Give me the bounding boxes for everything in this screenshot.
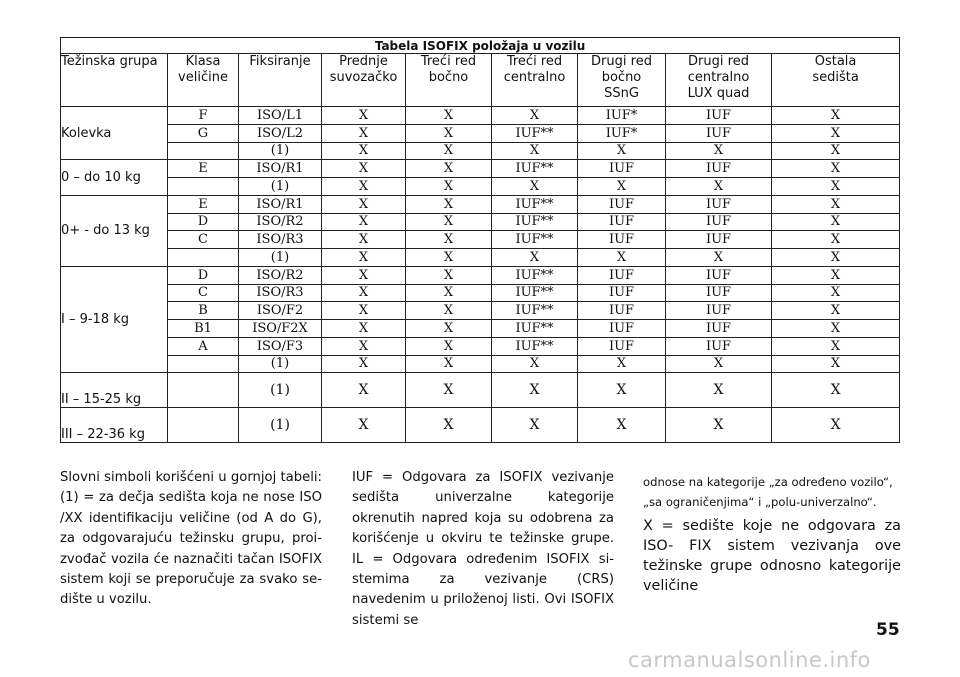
table-cell: X [492, 178, 578, 196]
table-cell: X [492, 373, 578, 408]
table-cell [168, 249, 239, 267]
table-cell [168, 178, 239, 196]
table-cell: X [578, 408, 666, 443]
table-cell: X [772, 213, 900, 231]
table-cell: X [322, 160, 406, 178]
table-cell: IUF [578, 266, 666, 284]
table-cell: X [322, 178, 406, 196]
table-cell: IUF* [578, 124, 666, 142]
table-cell: ISO/R2 [239, 213, 322, 231]
legend-column-3 [643, 472, 901, 596]
table-cell: D [168, 266, 239, 284]
table-cell: (1) [239, 178, 322, 196]
table-row [61, 320, 900, 338]
table-row [61, 142, 900, 160]
table-cell: X [666, 178, 772, 196]
table-cell: X [406, 231, 492, 249]
table-cell: X [772, 320, 900, 338]
table-cell: ISO/R1 [239, 195, 322, 213]
table-cell: X [406, 178, 492, 196]
legend-column-1 [60, 468, 322, 611]
table-cell: IUF [578, 320, 666, 338]
table-cell [168, 373, 239, 408]
table-cell: IUF** [492, 266, 578, 284]
table-cell: IUF [578, 302, 666, 320]
table-cell: X [772, 178, 900, 196]
table-row [61, 124, 900, 142]
table-cell: X [322, 320, 406, 338]
table-cell: X [406, 195, 492, 213]
watermark: carmanualsonline.info [628, 648, 871, 672]
table-row [61, 266, 900, 284]
table-cell: IUF [578, 337, 666, 355]
table-cell: X [772, 355, 900, 373]
legend-text-2: IUF = Odgovara za ISOFIX vezivanje sedišta univerzalne kategorije okrenutih napred koja su odobrena za korišćenje u okviru te težinske grupe. IL = Odgovara određenim ISOFIX si- stemima za vezivanje (CRS) navedenim u priloženoj listi. Ovi ISOFIX sistemi se [352, 470, 614, 628]
table-cell: X [578, 178, 666, 196]
table-row [61, 213, 900, 231]
table-cell: X [322, 337, 406, 355]
table-cell: X [492, 142, 578, 160]
table-cell: IUF [578, 213, 666, 231]
table-cell: (1) [239, 373, 322, 408]
table-cell: IUF [666, 124, 772, 142]
table-cell: X [578, 142, 666, 160]
table-cell: (1) [239, 408, 322, 443]
table-cell: (1) [239, 142, 322, 160]
column-header: Ostala sedišta [772, 54, 900, 107]
table-cell: X [322, 408, 406, 443]
table-cell: X [492, 249, 578, 267]
table-cell: IUF** [492, 337, 578, 355]
table-cell: IUF** [492, 124, 578, 142]
table-cell [168, 408, 239, 443]
table-cell: X [322, 142, 406, 160]
table-cell: X [772, 408, 900, 443]
table-row [61, 178, 900, 196]
table-cell: IUF** [492, 195, 578, 213]
table-cell: ISO/F2 [239, 302, 322, 320]
table-cell: X [322, 284, 406, 302]
table-cell: E [168, 195, 239, 213]
table-cell: IUF** [492, 302, 578, 320]
table-row [61, 355, 900, 373]
table-cell: C [168, 231, 239, 249]
table-cell: IUF [578, 231, 666, 249]
table-cell: IUF [666, 231, 772, 249]
table-row [61, 284, 900, 302]
table-cell: X [772, 124, 900, 142]
column-header: Klasa veličine [168, 54, 239, 107]
table-cell: X [406, 320, 492, 338]
table-cell [168, 142, 239, 160]
table-cell: IUF [666, 213, 772, 231]
table-cell: X [666, 142, 772, 160]
table-cell: ISO/R3 [239, 231, 322, 249]
column-header: Težinska grupa [61, 54, 168, 107]
table-cell: ISO/L1 [239, 107, 322, 125]
table-cell: X [666, 249, 772, 267]
table-cell: IUF [666, 320, 772, 338]
table-cell: IUF [578, 284, 666, 302]
table-cell: X [666, 373, 772, 408]
table-cell: X [322, 107, 406, 125]
table-cell: IUF [666, 160, 772, 178]
table-cell: A [168, 337, 239, 355]
weight-group-label: 0 – do 10 kg [61, 160, 168, 196]
weight-group-label: Kolevka [61, 107, 168, 160]
table-cell: G [168, 124, 239, 142]
table-cell: X [666, 408, 772, 443]
column-header: Fiksiranje [239, 54, 322, 107]
table-cell: IUF* [578, 107, 666, 125]
table-cell: X [772, 373, 900, 408]
table-cell: X [322, 249, 406, 267]
table-cell [168, 355, 239, 373]
table-row [61, 302, 900, 320]
table-cell: X [322, 124, 406, 142]
table-cell: X [322, 355, 406, 373]
table-cell: X [492, 107, 578, 125]
table-cell: X [406, 249, 492, 267]
table-cell: IUF [666, 302, 772, 320]
column-header: Treći red bočno [406, 54, 492, 107]
table-cell: C [168, 284, 239, 302]
table-cell: X [772, 142, 900, 160]
table-cell: IUF [666, 337, 772, 355]
table-cell: (1) [239, 355, 322, 373]
legend-text-1: Slovni simboli korišćeni u gornjoj tabeli: (1) = za dečja sedišta koja ne nose ISO /XX identifikaciju veličine (od A do G), za odgovarajuću težinsku grupu, proi- zvođač vozila će naznačiti tačan ISOFIX sistem koji se preporučuje za svako se- dište u vozilu. [60, 470, 322, 608]
table-cell: B [168, 302, 239, 320]
table-cell: F [168, 107, 239, 125]
table-cell: IUF [578, 160, 666, 178]
table-cell: ISO/R2 [239, 266, 322, 284]
table-cell: X [406, 160, 492, 178]
table-cell: ISO/R3 [239, 284, 322, 302]
table-cell: IUF** [492, 231, 578, 249]
table-row [61, 231, 900, 249]
column-header: Treći red centralno [492, 54, 578, 107]
column-header: Drugi red centralno LUX quad [666, 54, 772, 107]
table-cell: X [772, 284, 900, 302]
weight-group-label: I – 9-18 kg [61, 266, 168, 373]
table-row [61, 160, 900, 178]
table-cell: X [406, 337, 492, 355]
table-cell: X [406, 355, 492, 373]
table-cell: X [406, 142, 492, 160]
table-cell: X [322, 195, 406, 213]
table-cell: IUF** [492, 160, 578, 178]
table-cell: IUF [666, 266, 772, 284]
legend-text-x: X = sedište koje ne odgovara za ISO- FIX sistem vezivanja ove težinske grupe odnosno kategorije veličine [643, 518, 901, 594]
table-cell: B1 [168, 320, 239, 338]
table-cell: ISO/F2X [239, 320, 322, 338]
table-cell: X [666, 355, 772, 373]
table-cell: IUF** [492, 213, 578, 231]
table-cell: X [772, 160, 900, 178]
table-cell: IUF** [492, 284, 578, 302]
table-cell: X [772, 302, 900, 320]
table-cell: X [406, 213, 492, 231]
table-cell: X [772, 231, 900, 249]
table-row [61, 249, 900, 267]
table-cell: X [772, 337, 900, 355]
table-body [61, 107, 900, 443]
table-cell: IUF** [492, 320, 578, 338]
table-cell: X [406, 124, 492, 142]
table-cell: X [406, 284, 492, 302]
table-cell: X [578, 373, 666, 408]
table-cell: ISO/F3 [239, 337, 322, 355]
weight-group-label: III – 22-36 kg [61, 408, 168, 443]
table-cell: X [322, 302, 406, 320]
isofix-table [60, 37, 900, 443]
table-title: Tabela ISOFIX položaja u vozilu [61, 38, 900, 54]
weight-group-label: II – 15-25 kg [61, 373, 168, 408]
column-header: Drugi red bočno SSnG [578, 54, 666, 107]
table-cell: ISO/R1 [239, 160, 322, 178]
table-cell: X [406, 107, 492, 125]
table-cell: X [578, 249, 666, 267]
table-cell: X [322, 373, 406, 408]
table-cell: IUF [666, 195, 772, 213]
table-row [61, 107, 900, 125]
table-cell: X [492, 355, 578, 373]
table-cell: X [772, 266, 900, 284]
table-cell: (1) [239, 249, 322, 267]
table-cell: X [322, 266, 406, 284]
table-row [61, 408, 900, 443]
table-cell: X [492, 408, 578, 443]
table-cell: X [406, 408, 492, 443]
weight-group-label: 0+ - do 13 kg [61, 195, 168, 266]
table-row [61, 373, 900, 408]
table-cell: X [322, 231, 406, 249]
table-cell: ISO/L2 [239, 124, 322, 142]
table-row [61, 195, 900, 213]
table-header-row [61, 54, 900, 107]
column-header: Prednje suvozačko [322, 54, 406, 107]
table-cell: D [168, 213, 239, 231]
table-cell: X [406, 302, 492, 320]
table-cell: IUF [578, 195, 666, 213]
legend-text-3: odnose na kategorije „za određeno vozilo“, „sa ograničenjima“ i „polu-univerzalno“. [643, 475, 893, 509]
table-cell: X [578, 355, 666, 373]
table-cell: IUF [666, 107, 772, 125]
page-number: 55 [876, 620, 900, 640]
table-cell: X [406, 266, 492, 284]
table-cell: E [168, 160, 239, 178]
table-cell: X [772, 195, 900, 213]
table-cell: X [322, 213, 406, 231]
legend-column-2 [352, 468, 614, 631]
table-cell: IUF [666, 284, 772, 302]
table-cell: X [772, 249, 900, 267]
table-cell: X [406, 373, 492, 408]
table-cell: X [772, 107, 900, 125]
table-row [61, 337, 900, 355]
